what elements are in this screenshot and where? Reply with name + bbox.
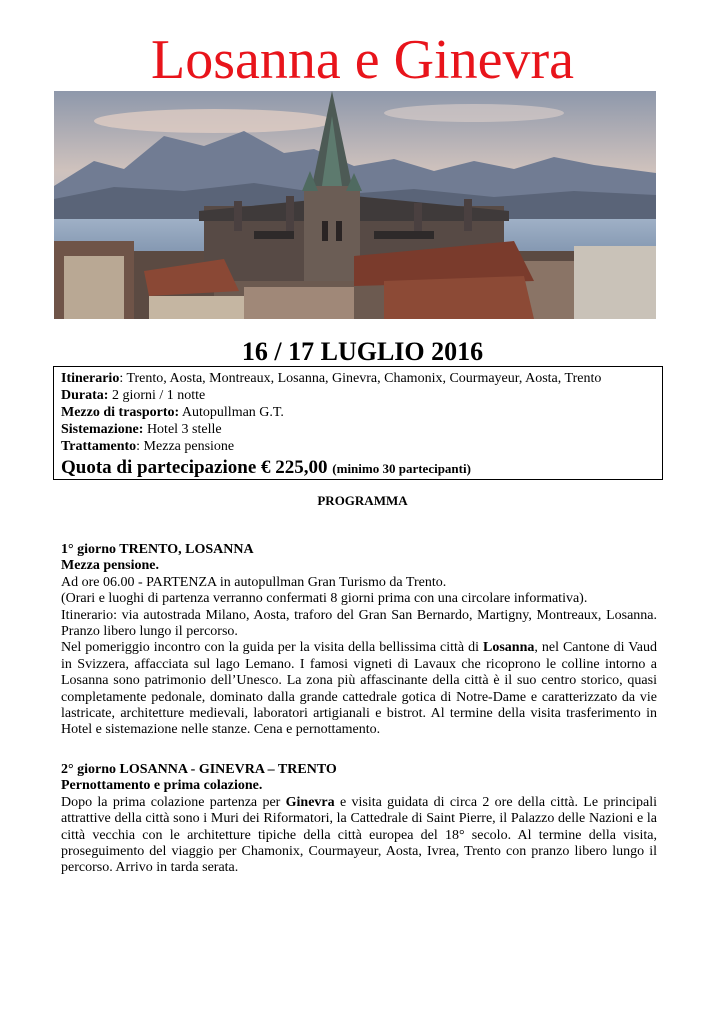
day-1-heading: 1° giorno TRENTO, LOSANNA [61,542,254,557]
day-2-description [61,795,657,877]
day-2-city: Ginevra [285,794,335,810]
transport-label: Mezzo di trasporto: [61,405,180,420]
day-1-board: Mezza pensione. [61,558,159,574]
price-row [61,457,662,480]
trip-info-box [53,366,663,480]
trip-date: 16 / 17 LUGLIO 2016 [241,337,484,366]
day-2-desc-a: Dopo la prima colazione partenza per [61,794,286,810]
duration-label: Durata: [61,388,109,403]
day-2-heading: 2° giorno LOSANNA - GINEVRA – TRENTO [61,762,337,777]
accommodation-value: Hotel 3 stelle [143,422,222,437]
day-1-desc-a: Nel pomeriggio incontro con la guida per la visita della bellissima città di [61,640,483,656]
day-1-city: Losanna [483,640,535,656]
accommodation-row [61,421,662,438]
transport-value: Autopullman G.T. [179,405,284,420]
itinerary-value: : Trento, Aosta, Montreaux, Losanna, Ginevra, Chamonix, Courmayeur, Aosta, Trento [119,371,602,386]
day-1-description [61,640,657,738]
duration-row [61,387,662,404]
accommodation-label: Sistemazione: [61,422,144,437]
program-heading: PROGRAMMA [317,493,408,508]
board-value: : Mezza pensione [136,439,235,454]
day-1-section [61,542,657,739]
board-label: Trattamento [61,439,137,454]
cathedral-illustration [54,91,656,319]
day-2-board: Pernottamento e prima colazione. [61,778,263,794]
day-1-desc-b: , nel Cantone di Vaud in Svizzera, affacciata sul lago Lemano. I famosi vigneti di Lavaux che ricoprono le colline intorno a Losanna sono patrimonio dell’Unesco. La zona più affascinante della città è il suo centro storico, quasi completamente pedonale, dominato dalla grande cattedrale gotica di Notre-Dame e caratterizzato da vie lastricate, architetture medievali, laboratori artigianali e bistrot. Al termine della visita trasferimento in Hotel e sistemazione nelle stanze. Cena e pernottamento. [61,640,657,738]
day-1-route: Itinerario: via autostrada Milano, Aosta, traforo del Gran San Bernardo, Martigny, Montreaux, Losanna. Pranzo libero lungo il percorso. [61,607,657,640]
itinerary-row [61,370,662,387]
itinerary-label: Itinerario [61,371,120,386]
day-1-departure: Ad ore 06.00 - PARTENZA in autopullman Gran Turismo da Trento. [61,574,447,590]
city-photo [54,91,656,319]
day-1-notice: (Orari e luoghi di partenza verranno confermati 8 giorni prima con una circolare informativa). [61,591,588,607]
day-2-section [61,762,657,877]
transport-row [61,404,662,421]
day-2-desc-b: e visita guidata di circa 2 ore della città. Le principali attrattive della città sono i Muri dei Riformatori, la Cattedrale di Saint Pierre, il Palazzo delle Nazioni e la città vecchia con le architetture tipiche della città europea del 18° secolo. Al termine della visita, proseguimento del viaggio per Chamonix, Courmayeur, Aosta, Ivrea, Trento con pranzo libero lungo il percorso. Arrivo in tarda serata. [61,794,657,876]
duration-value: 2 giorni / 1 notte [108,388,206,403]
price-label: Quota di partecipazione € 225,00 [61,457,328,478]
page-title: Losanna e Ginevra [151,29,574,91]
board-row [61,438,662,455]
min-participants: (minimo 30 partecipanti) [332,461,471,476]
